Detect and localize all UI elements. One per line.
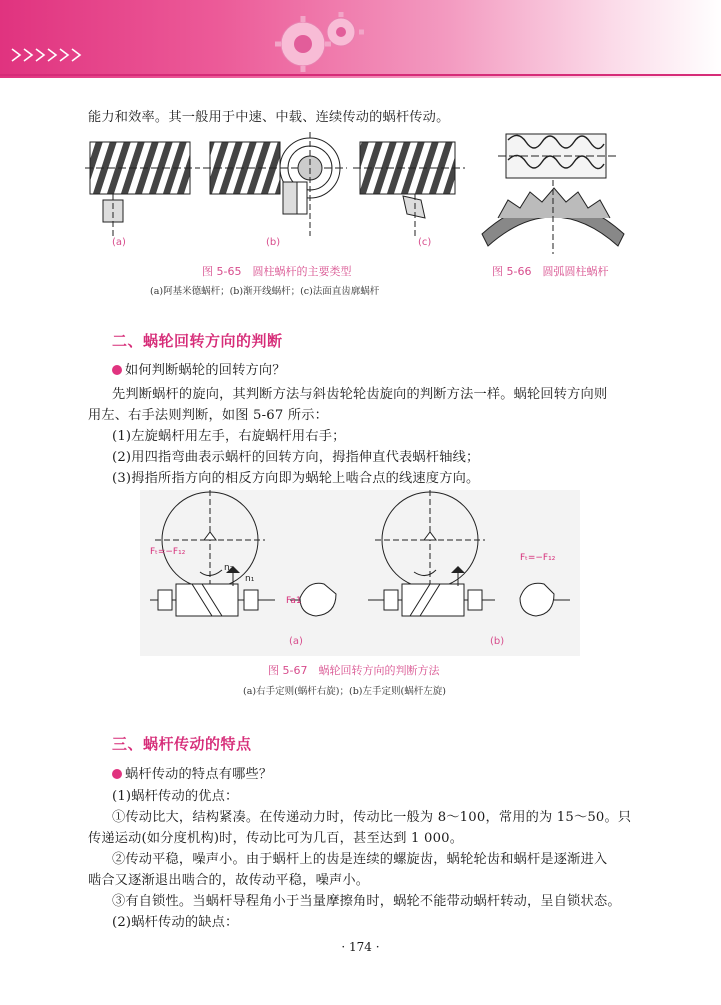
section-3-question-text: 蜗杆传动的特点有哪些？ bbox=[125, 767, 273, 782]
figure-5-66-arc-worm bbox=[478, 130, 628, 254]
section-3-heading: 三、蜗杆传动的特点 bbox=[112, 735, 252, 753]
intro-paragraph-tail: 能力和效率。其一般用于中速、中载、连续传动的蜗杆传动。 bbox=[88, 110, 450, 125]
section-3-line-7: (2)蜗杆传动的缺点： bbox=[112, 915, 239, 930]
fig67-sub-b-label: (b) bbox=[490, 636, 505, 647]
fig67-n1-label-a: n₁ bbox=[245, 574, 255, 584]
fig67-sub-a-label: (a) bbox=[289, 636, 303, 647]
fig67-n2-label-a: n₂ bbox=[224, 563, 234, 573]
section-2-line-4: (2)用四指弯曲表示蜗杆的回转方向，拇指伸直代表蜗杆轴线； bbox=[112, 450, 480, 465]
section-3-line-1: (1)蜗杆传动的优点： bbox=[112, 789, 239, 804]
chevrons-decoration bbox=[10, 46, 100, 64]
section-2-question bbox=[112, 361, 286, 381]
section-3-line-2: ①传动比大，结构紧凑。在传递动力时，传动比一般为 8～100，常用的为 15～50。只 bbox=[112, 810, 632, 825]
section-3-line-6: ③有自锁性。当蜗杆导程角小于当量摩擦角时，蜗轮不能带动蜗杆转动，呈自锁状态。 bbox=[112, 894, 621, 909]
section-3-line-3: 传递运动(如分度机构)时，传动比可为几百，甚至达到 1 000。 bbox=[88, 831, 464, 846]
header-rule bbox=[0, 74, 721, 76]
section-3-question bbox=[112, 765, 272, 785]
fig65-sub-a-label: (a) bbox=[112, 237, 126, 248]
section-2-line-3: (1)左旋蜗杆用左手，右旋蜗杆用右手； bbox=[112, 429, 346, 444]
fig67-caption: 图 5-67 蜗轮回转方向的判断方法 bbox=[268, 664, 440, 677]
fig67-fa1-label-a: Fa1 bbox=[286, 596, 302, 606]
fig66-caption: 图 5-66 圆弧圆柱蜗杆 bbox=[492, 265, 609, 278]
fig67-force-label-b: Fₜ=−F₁₂ bbox=[520, 553, 556, 563]
gear-logo-icon bbox=[265, 8, 375, 74]
section-2-heading: 二、蜗轮回转方向的判断 bbox=[112, 332, 283, 350]
bullet-dot-icon bbox=[112, 769, 122, 779]
section-2-line-1: 先判断蜗杆的旋向，其判断方法与斜齿轮轮齿旋向的判断方法一样。蜗轮回转方向则 bbox=[112, 387, 608, 402]
page-number: · 174 · bbox=[341, 940, 380, 954]
section-3-line-4: ②传动平稳，噪声小。由于蜗杆上的齿是连续的螺旋齿，蜗轮轮齿和蜗杆是逐渐进入 bbox=[112, 852, 608, 867]
section-2-question-text: 如何判断蜗轮的回转方向？ bbox=[125, 363, 286, 378]
fig65-sub-b-label: (b) bbox=[266, 237, 281, 248]
section-3-line-5: 啮合又逐渐退出啮合的，故传动平稳，噪声小。 bbox=[88, 873, 370, 888]
figure-5-67-rotation-method bbox=[140, 490, 580, 656]
figure-5-65-worm-types bbox=[85, 132, 465, 250]
fig67-force-label-a: Fₜ=−F₁₂ bbox=[150, 547, 186, 557]
fig65-caption: 图 5-65 圆柱蜗杆的主要类型 bbox=[202, 265, 352, 278]
fig67-subcaption: (a)右手定则(蜗杆右旋)；(b)左手定则(蜗杆左旋) bbox=[243, 686, 446, 697]
section-2-line-5: (3)拇指所指方向的相反方向即为蜗轮上啮合点的线速度方向。 bbox=[112, 471, 480, 486]
fig65-sub-c-label: (c) bbox=[418, 237, 432, 248]
fig65-subcaption: (a)阿基米德蜗杆；(b)渐开线蜗杆；(c)法面直齿廓蜗杆 bbox=[150, 286, 380, 297]
bullet-dot-icon bbox=[112, 365, 122, 375]
section-2-line-2: 用左、右手法则判断，如图 5-67 所示： bbox=[88, 408, 329, 423]
